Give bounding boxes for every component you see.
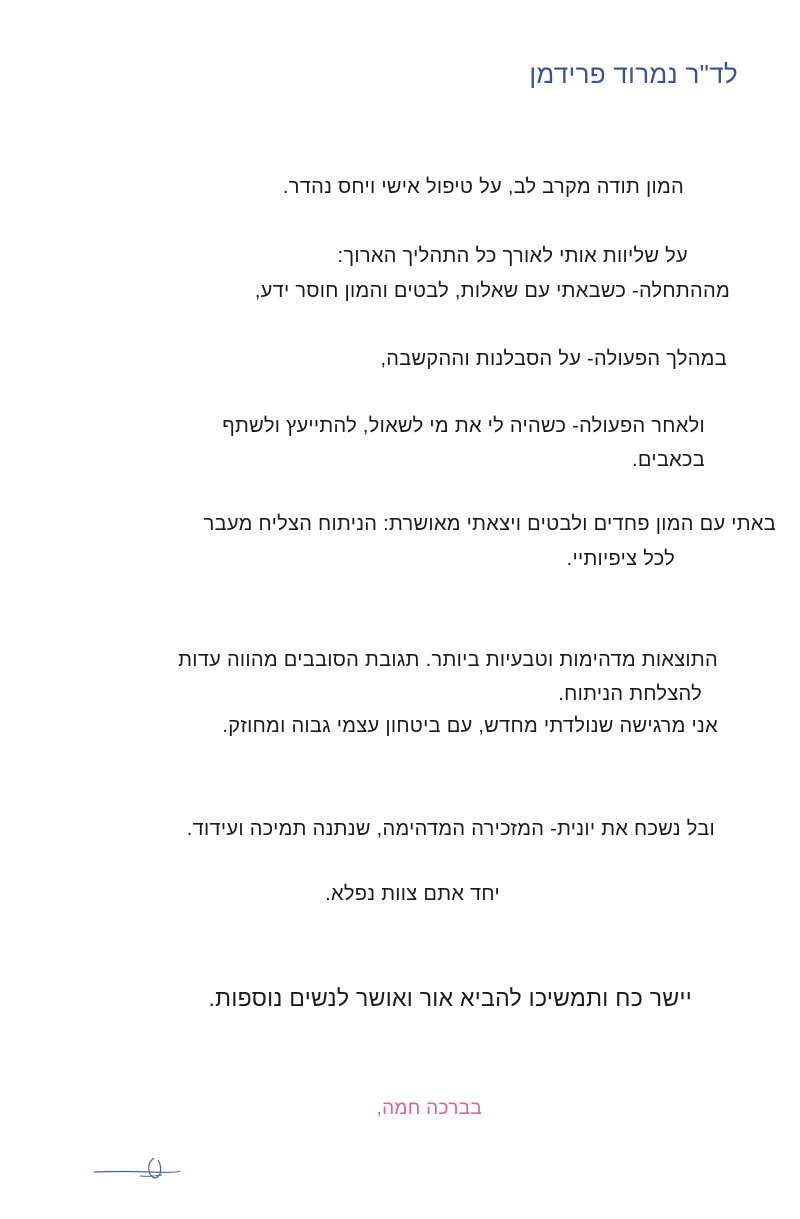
thanks-line: המון תודה מקרב לב, על טיפול אישי ויחס נהדר.	[282, 176, 684, 198]
signoff: בברכה חמה,	[376, 1098, 482, 1119]
great-team-line: יחד אתם צוות נפלא.	[325, 883, 500, 905]
accompaniment-line: על שליוות אותי לאורך כל התהליך הארוך:	[337, 245, 688, 267]
came-with-fears-line: באתי עם המון פחדים ולבטים ויצאתי מאושרת: הניתוח הצליח מעבר	[203, 513, 776, 535]
during-operation-line: במהלך הפעולה- על הסבלנות וההקשבה,	[380, 348, 727, 370]
beginning-line: מההתחלה- כשבאתי עם שאלות, לבטים והמון חוסר ידע,	[254, 280, 730, 302]
came-with-fears-line-cont: לכל ציפיותיי.	[566, 548, 675, 570]
secretary-line: ובל נשכח את יונית- המזכירה המדהימה, שנתנה תמיכה ועידוד.	[186, 818, 715, 840]
addressee-heading: לד"ר נמרוד פרידמן	[529, 59, 738, 89]
reborn-line: אני מרגישה שנולדתי מחדש, עם ביטחון עצמי גבוה ומחוזק.	[222, 715, 718, 737]
closing-line: יישר כח ותמשיכו להביא אור ואושר לנשים נוספות.	[208, 985, 692, 1011]
results-line-cont: להצלחת הניתוח.	[558, 683, 702, 705]
after-operation-line: ולאחר הפעולה- כשהיה לי את מי לשאול, להתייעץ ולשתף	[222, 415, 705, 437]
after-operation-line-cont: בכאבים.	[632, 449, 705, 471]
handwritten-signature	[92, 1150, 182, 1190]
results-line: התוצאות מדהימות וטבעיות ביותר. תגובת הסובבים מהווה עדות	[178, 649, 718, 671]
